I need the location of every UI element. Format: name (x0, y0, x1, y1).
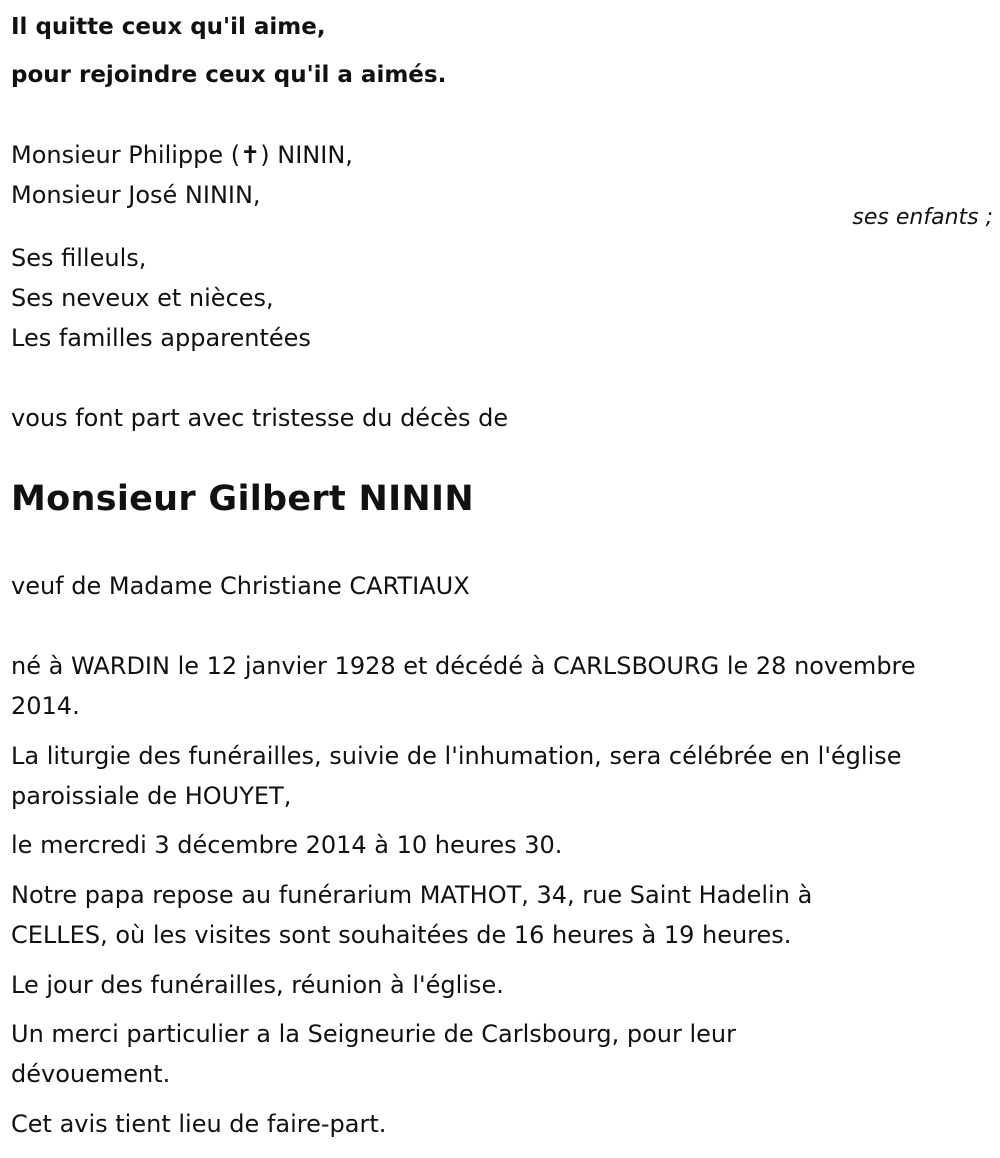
spouse-line: veuf de Madame Christiane CARTIAUX (11, 572, 470, 600)
children-relation-label: ses enfants ; (852, 205, 993, 230)
gathering-line: Le jour des funérailles, réunion à l'église. (11, 971, 504, 999)
thanks-line-1: Un merci particulier a la Seigneurie de Carlsbourg, pour leur (11, 1020, 736, 1048)
funerarium-line-1: Notre papa repose au funérarium MATHOT, 34, rue Saint Hadelin à (11, 881, 813, 909)
liturgy-line-1: La liturgie des funérailles, suivie de l'inhumation, sera célébrée en l'église (11, 742, 902, 770)
relative-item-2: Ses neveux et nièces, (11, 284, 274, 312)
relative-item-1: Ses filleuls, (11, 244, 147, 272)
epigraph-line-1: Il quitte ceux qu'il aime, (11, 14, 326, 40)
child-item-1: Monsieur Philippe (✝) NININ, (11, 141, 353, 169)
deceased-name: Monsieur Gilbert NININ (11, 479, 474, 519)
funerarium-line-2: CELLES, où les visites sont souhaitées de 16 heures à 19 heures. (11, 921, 792, 949)
funeral-date-line: le mercredi 3 décembre 2014 à 10 heures 30. (11, 831, 563, 859)
birth-death-line-2: 2014. (11, 692, 80, 720)
birth-death-line-1: né à WARDIN le 12 janvier 1928 et décédé à CARLSBOURG le 28 novembre (11, 652, 916, 680)
liturgy-line-2: paroissiale de HOUYET, (11, 782, 292, 810)
obituary-notice (11, 0, 993, 1158)
closing-line: Cet avis tient lieu de faire-part. (11, 1110, 387, 1138)
relative-item-3: Les familles apparentées (11, 324, 311, 352)
thanks-line-2: dévouement. (11, 1060, 171, 1088)
child-item-2: Monsieur José NININ, (11, 181, 261, 209)
announcement-text: vous font part avec tristesse du décès de (11, 404, 509, 432)
epigraph-line-2: pour rejoindre ceux qu'il a aimés. (11, 62, 447, 88)
